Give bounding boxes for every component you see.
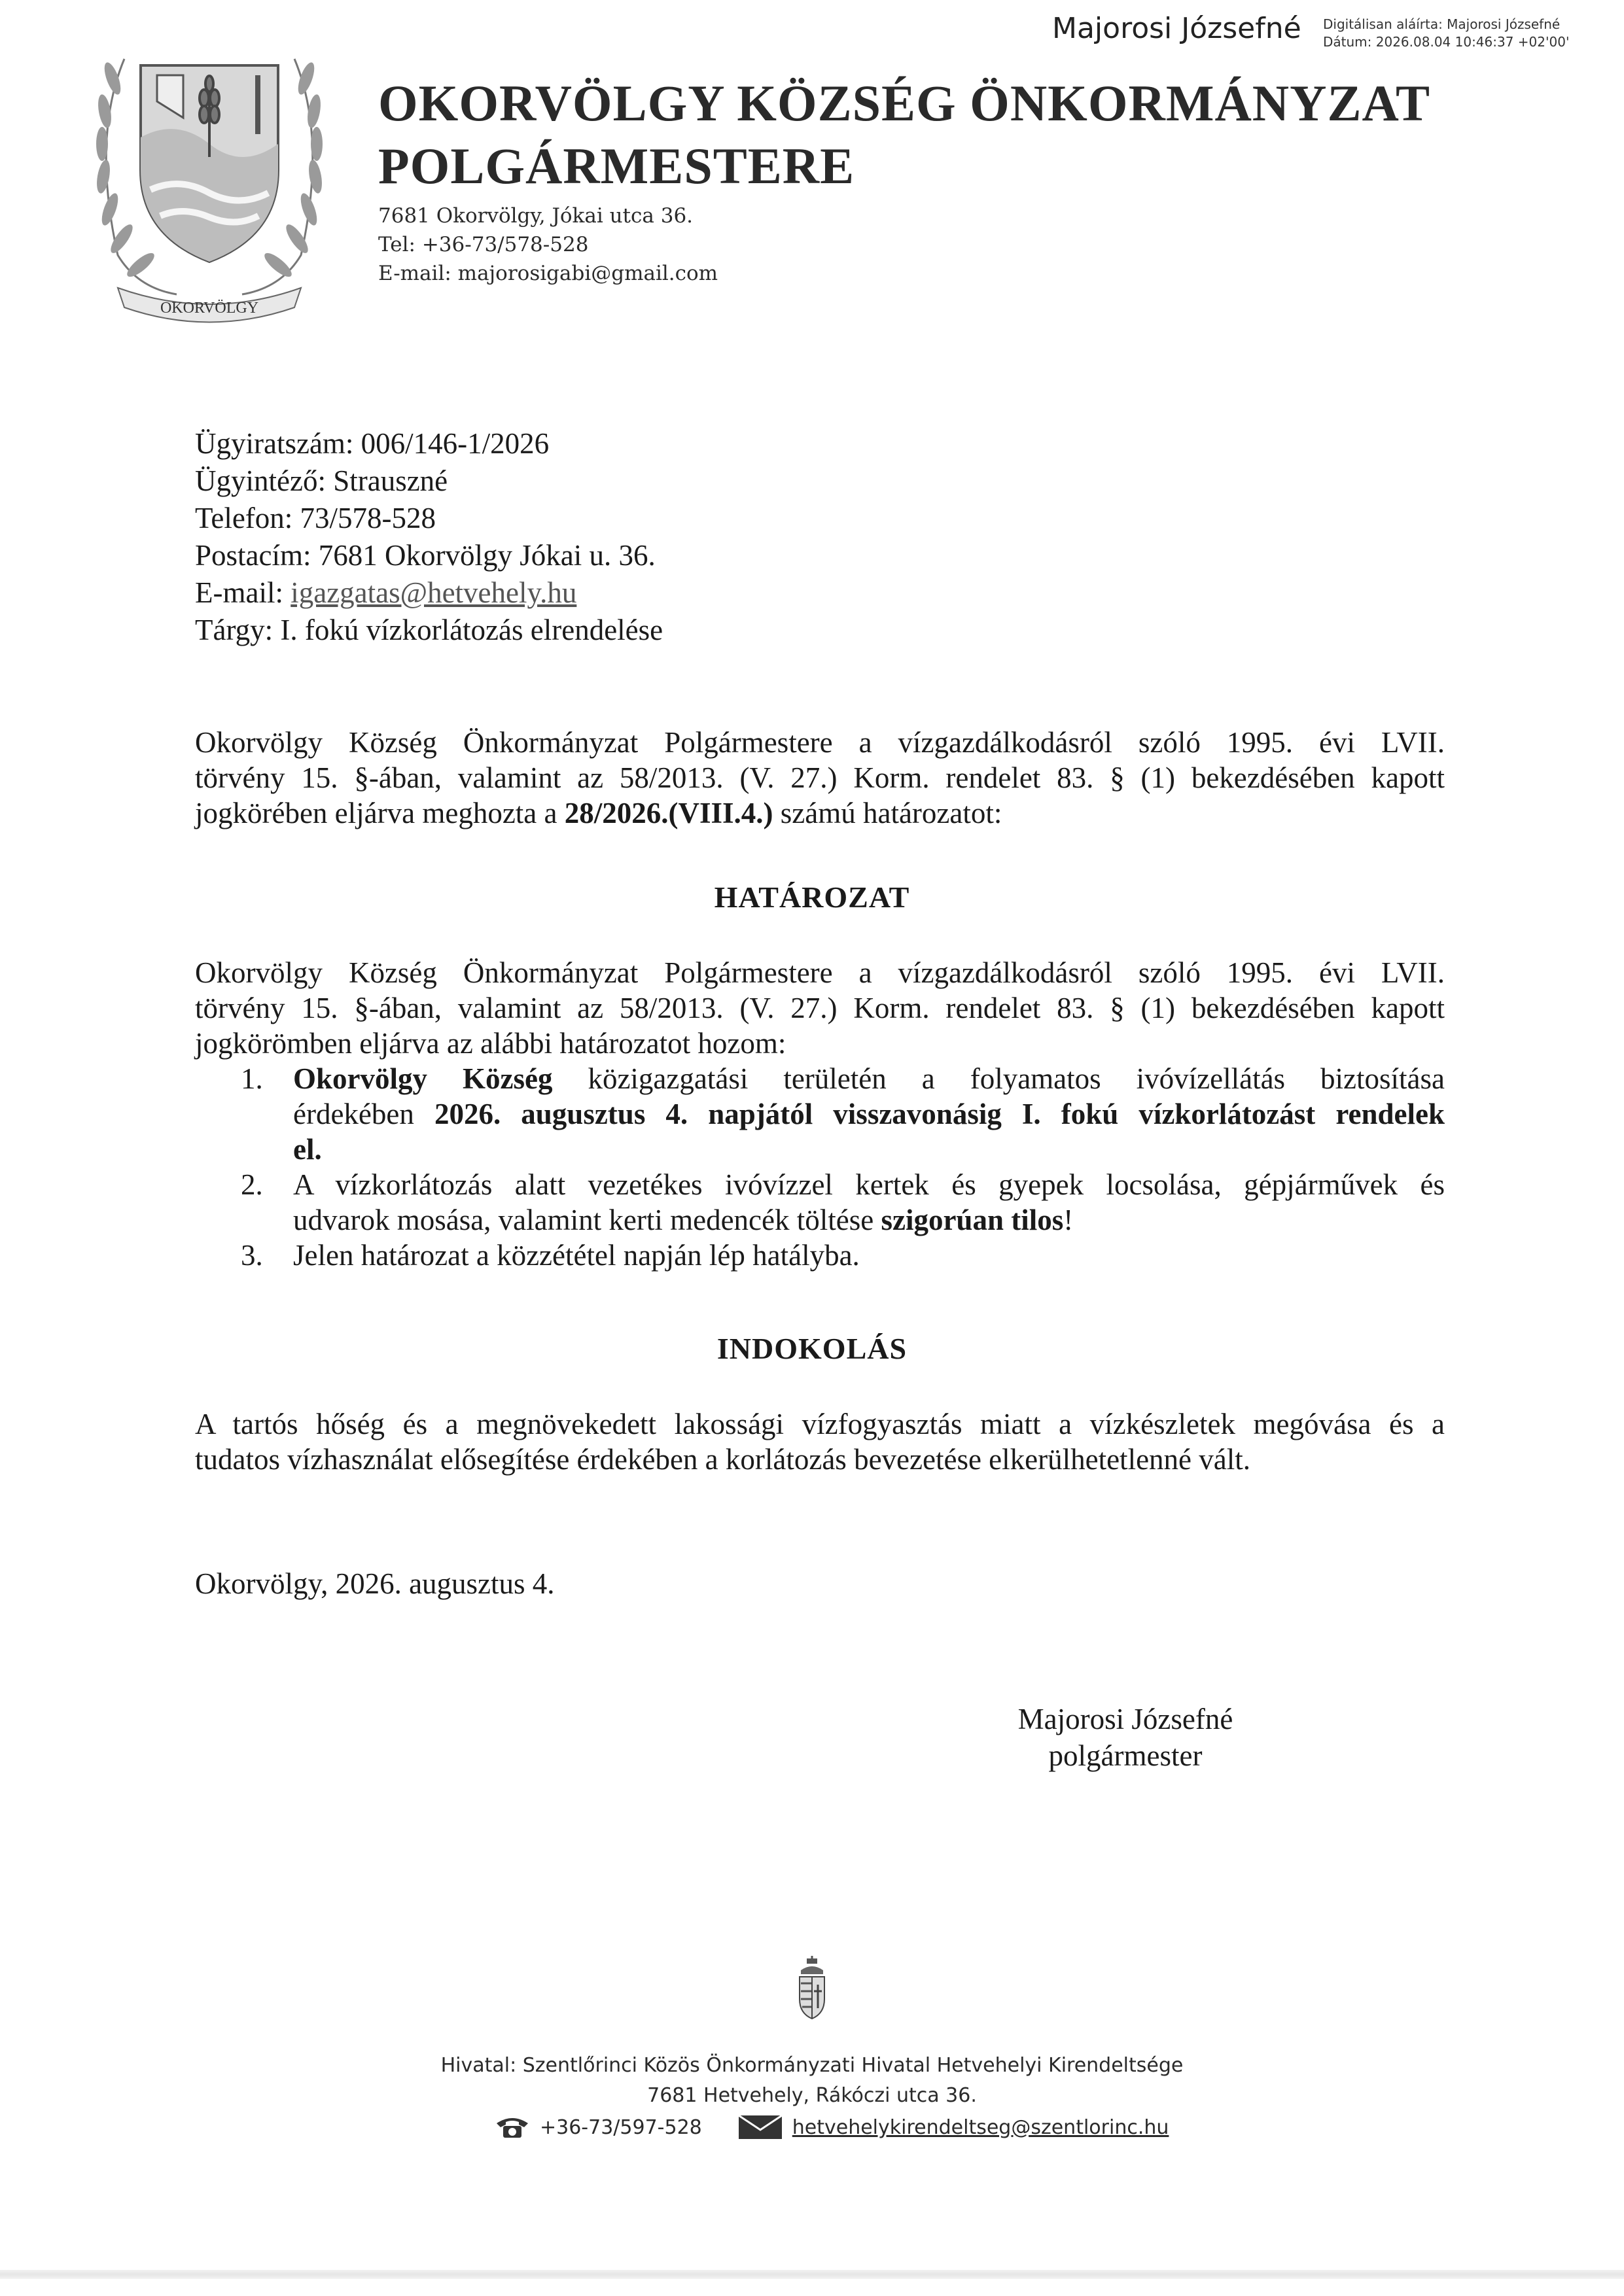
footer-email-link[interactable]: hetvehelykirendeltseg@szentlorinc.hu <box>792 2115 1169 2139</box>
org-title-line1: OKORVÖLGY KÖZSÉG ÖNKORMÁNYZAT <box>378 75 1431 131</box>
footer-contact <box>494 2114 1169 2140</box>
hungarian-coat-of-arms-icon <box>797 1956 827 2021</box>
digital-signature-meta <box>1323 16 1569 51</box>
footer-address: 7681 Hetvehely, Rákóczi utca 36. <box>647 2084 977 2107</box>
list-item: 3. Jelen határozat a közzététel napján lép hatályba. <box>241 1239 860 1272</box>
reasoning-paragraph <box>195 1406 1445 1477</box>
intro-line2: törvény 15. §-ában, valamint az 58/2013. (V. 27.) Korm. rendelet 83. § (1) bekezdésében kapott <box>195 761 1445 794</box>
signer-name: Majorosi Józsefné <box>1017 1703 1233 1735</box>
org-email: E-mail: majorosigabi@gmail.com <box>378 262 718 285</box>
phone: Telefon: 73/578-528 <box>195 502 436 534</box>
signer-block <box>942 1701 1309 1774</box>
org-title <box>378 72 1430 198</box>
decision-number: 28/2026.(VIII.4.) <box>564 797 773 829</box>
footer-office: Hivatal: Szentlőrinci Közös Önkormányzati Hivatal Hetvehelyi Kirendeltsége <box>440 2054 1184 2077</box>
org-tel: Tel: +36-73/578-528 <box>378 233 589 256</box>
reasoning-line2: tudatos vízhasználat elősegítése érdekében a korlátozás bevezetése elkerülhetetlenné vált. <box>195 1443 1250 1476</box>
org-address: 7681 Okorvölgy, Jókai utca 36. <box>378 204 694 228</box>
scan-edge <box>0 2270 1624 2279</box>
place-date: Okorvölgy, 2026. augusztus 4. <box>195 1567 555 1600</box>
footer-phone: +36-73/597-528 <box>540 2115 702 2139</box>
email-row <box>195 574 663 612</box>
decision-heading: HATÁROZAT <box>714 880 910 914</box>
email-link[interactable]: igazgatas@hetvehely.hu <box>291 576 577 609</box>
reasoning-heading: INDOKOLÁS <box>716 1332 908 1365</box>
org-title-line2: POLGÁRMESTERE <box>378 137 855 194</box>
list-item: 2. A vízkorlátozás alatt vezetékes ivóvízzel kertek és gyepek locsolása, gépjárművek és udvarok mosása, valamint kerti medencék töltése szigorúan tilos! <box>241 1168 1445 1236</box>
intro-paragraph <box>195 725 1445 831</box>
coat-of-arms-icon <box>79 39 340 327</box>
decision-line2: törvény 15. §-ában, valamint az 58/2013. (V. 27.) Korm. rendelet 83. § (1) bekezdésében kapott <box>195 992 1445 1024</box>
postal-address: Postacím: 7681 Okorvölgy Jókai u. 36. <box>195 539 656 572</box>
subject: Tárgy: I. fokú vízkorlátozás elrendelése <box>195 614 663 646</box>
email-label: E-mail: <box>195 576 291 609</box>
telephone-icon <box>494 2115 531 2139</box>
decision-paragraph <box>195 955 1445 1061</box>
decision-line1: Okorvölgy Község Önkormányzat Polgármestere a vízgazdálkodásról szóló 1995. évi LVII. <box>195 956 1445 989</box>
signature-signed-by: Digitálisan aláírta: Majorosi Józsefné <box>1323 16 1561 32</box>
org-contact <box>378 201 718 288</box>
intro-line3: jogkörében eljárva meghozta a 28/2026.(VIII.4.) számú határozatot: <box>195 797 1002 829</box>
clerk: Ügyintéző: Strauszné <box>195 464 448 497</box>
intro-line1: Okorvölgy Község Önkormányzat Polgármestere a vízgazdálkodásról szóló 1995. évi LVII. <box>195 726 1445 759</box>
decision-line3: jogkörömben eljárva az alábbi határozatot hozom: <box>195 1027 786 1060</box>
signer-role: polgármester <box>1048 1739 1203 1772</box>
crest-ribbon-text: OKORVÖLGY <box>160 300 259 317</box>
digital-signature-name: Majorosi Józsefné <box>1052 12 1301 45</box>
decision-list <box>241 1061 1445 1273</box>
reasoning-line1: A tartós hőség és a megnövekedett lakossági vízfogyasztás miatt a vízkészletek megóvása és a <box>195 1408 1445 1440</box>
list-item: 1. Okorvölgy Község közigazgatási területén a folyamatos ivóvízellátás biztosítása érdekében 2026. augusztus 4. napjától visszavonásig I. fokú vízkorlátozást rendelek el. <box>241 1062 1445 1166</box>
signature-date: Dátum: 2026.08.04 10:46:37 +02'00' <box>1323 34 1570 50</box>
reference-block <box>195 425 663 649</box>
envelope-icon <box>737 2114 783 2140</box>
case-number: Ügyiratszám: 006/146-1/2026 <box>195 427 550 460</box>
